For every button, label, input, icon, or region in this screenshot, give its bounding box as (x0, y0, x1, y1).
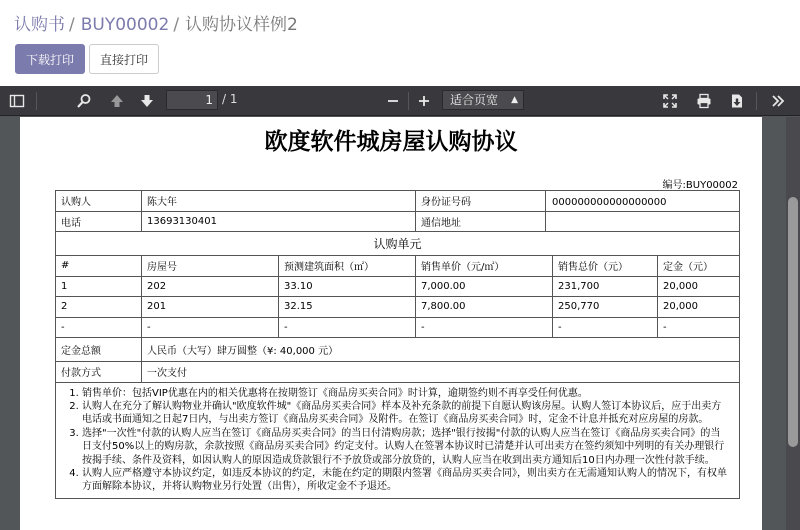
units-cell: - (553, 317, 658, 338)
table-row (56, 382, 740, 498)
zoom-select-value: 适合页宽 (450, 93, 499, 107)
direct-print-button[interactable]: 直接打印 (89, 44, 159, 74)
table-row (56, 276, 740, 297)
table-row (56, 317, 740, 338)
chevron-updown-icon: ▲ (511, 95, 518, 105)
more-tools-icon[interactable] (770, 93, 786, 109)
pdf-document-area[interactable] (0, 117, 800, 530)
buyer-value: 陈大年 (142, 191, 416, 212)
document-serial: 编号:BUY00002 (662, 180, 738, 191)
units-cell: - (56, 317, 142, 338)
address-cell (416, 211, 740, 232)
pdf-toolbar (0, 86, 800, 116)
term-item: 3. 选择"一次性"付款的认购人应当在签订《商品房买卖合同》的当日付清购房款；选择"银行按揭"付款的认购人应当在签订《商品房买卖合同》的当日支付50%以上的购房款，余款按照《商品房买卖合同》约定支付。认购人在签署本协议时已清楚并认可出卖方在签约须知中列明的有关办理银行按揭手续、条件及资料，如因认购人的原因造成贷款银行不予放贷或部分放贷的，认购人应当在收到出卖方通知后10日内办理一次性付款手续。 (82, 427, 729, 467)
breadcrumb-item-current: 认购协议样例2 (185, 15, 298, 35)
phone-label: 电话 (56, 211, 142, 232)
breadcrumb-separator: / (173, 15, 180, 35)
zoom-select[interactable] (442, 90, 524, 110)
deposit-label: 定金总额 (56, 338, 142, 362)
page-down-icon[interactable] (139, 93, 155, 109)
units-cell: 20,000 (658, 297, 740, 318)
units-cell: 1 (56, 276, 142, 297)
terms-cell (56, 382, 740, 498)
units-col-header: 预测建筑面积（㎡） (279, 256, 416, 277)
payment-label: 付款方式 (56, 362, 142, 383)
print-icon[interactable] (696, 93, 712, 109)
page-up-icon[interactable] (109, 93, 125, 109)
table-row (56, 362, 740, 383)
term-item: 2. 认购人在充分了解认购物业并确认"欧度软件城"《商品房买卖合同》样本及补充条款的前提下自愿认购该房屋。认购人签订本协议后，应于出卖方电话或书面通知之日起7日内，与出卖方签订《商品房买卖合同》及附件。在签订《商品房买卖合同》时，定金不计息并抵充对应房屋的房款。 (82, 400, 729, 427)
zoom-out-icon[interactable] (385, 93, 401, 109)
buyer-label: 认购人 (56, 191, 142, 212)
toolbar-divider (408, 92, 409, 110)
top-bar (0, 0, 800, 85)
units-col-header: 定金（元） (658, 256, 740, 277)
terms-list (66, 387, 729, 494)
payment-value: 一次支付 (142, 362, 740, 383)
table-row (56, 297, 740, 318)
units-cell: 7,800.00 (416, 297, 553, 318)
search-icon[interactable] (76, 93, 92, 109)
download-icon[interactable] (729, 93, 745, 109)
units-cell: - (658, 317, 740, 338)
breadcrumb-item-book[interactable]: 认购书 (14, 15, 65, 35)
units-cell: - (142, 317, 279, 338)
phone-value: 13693130401 (142, 211, 416, 232)
units-col-header: # (56, 256, 142, 277)
units-header-row (56, 256, 740, 277)
page-total-label: / 1 (222, 92, 238, 106)
zoom-in-icon[interactable] (416, 93, 432, 109)
address-value (546, 218, 552, 229)
download-print-button[interactable]: 下载打印 (15, 44, 85, 74)
breadcrumb-item-record[interactable]: BUY00002 (80, 15, 170, 35)
units-heading: 认购单元 (56, 232, 740, 256)
pdf-viewer (0, 86, 800, 530)
id-label: 身份证号码 (416, 191, 546, 212)
units-cell: - (279, 317, 416, 338)
table-row (56, 191, 740, 212)
term-item: 4. 认购人应严格遵守本协议约定，如违反本协议的约定，未能在约定的期限内签署《商品房买卖合同》，则出卖方在无需通知认购人的情况下，有权单方面解除本协议，并将认购物业另行处置（出售），所收定金不予退还。 (82, 467, 729, 494)
units-cell: 20,000 (658, 276, 740, 297)
units-cell: 32.15 (279, 297, 416, 318)
id-cell (416, 191, 740, 212)
page-number-input[interactable]: 1 (166, 90, 218, 110)
units-cell: 201 (142, 297, 279, 318)
table-row (56, 338, 740, 362)
breadcrumb-separator: / (69, 15, 75, 35)
units-col-header: 销售单价（元/㎡） (416, 256, 553, 277)
table-row (56, 211, 740, 232)
agreement-form-table (55, 190, 740, 499)
sidebar-toggle-icon[interactable] (8, 93, 26, 109)
document-title: 欧度软件城房屋认购协议 (264, 128, 518, 155)
term-item: 1. 销售单价：包括VIP优惠在内的相关优惠将在按期签订《商品房买卖合同》时计算，逾期签约则不再享受任何优惠。 (82, 387, 729, 400)
toolbar-divider (756, 92, 757, 110)
address-label: 通信地址 (416, 211, 546, 232)
units-cell: 7,000.00 (416, 276, 553, 297)
units-cell: 2 (56, 297, 142, 318)
id-value: 000000000000000000 (552, 197, 667, 209)
toolbar-divider (36, 92, 37, 110)
units-cell: 202 (142, 276, 279, 297)
units-col-header: 房屋号 (142, 256, 279, 277)
units-col-header: 销售总价（元） (553, 256, 658, 277)
deposit-value: 人民币（大写）肆万圆整（¥: 40,000 元） (142, 338, 740, 362)
units-cell: 250,770 (553, 297, 658, 318)
breadcrumb (14, 10, 298, 35)
units-cell: 33.10 (279, 276, 416, 297)
units-cell: 231,700 (553, 276, 658, 297)
pdf-page (20, 117, 762, 530)
scrollbar-thumb[interactable] (788, 197, 798, 447)
table-row (56, 232, 740, 256)
units-cell: - (416, 317, 553, 338)
fullscreen-icon[interactable] (662, 93, 678, 109)
